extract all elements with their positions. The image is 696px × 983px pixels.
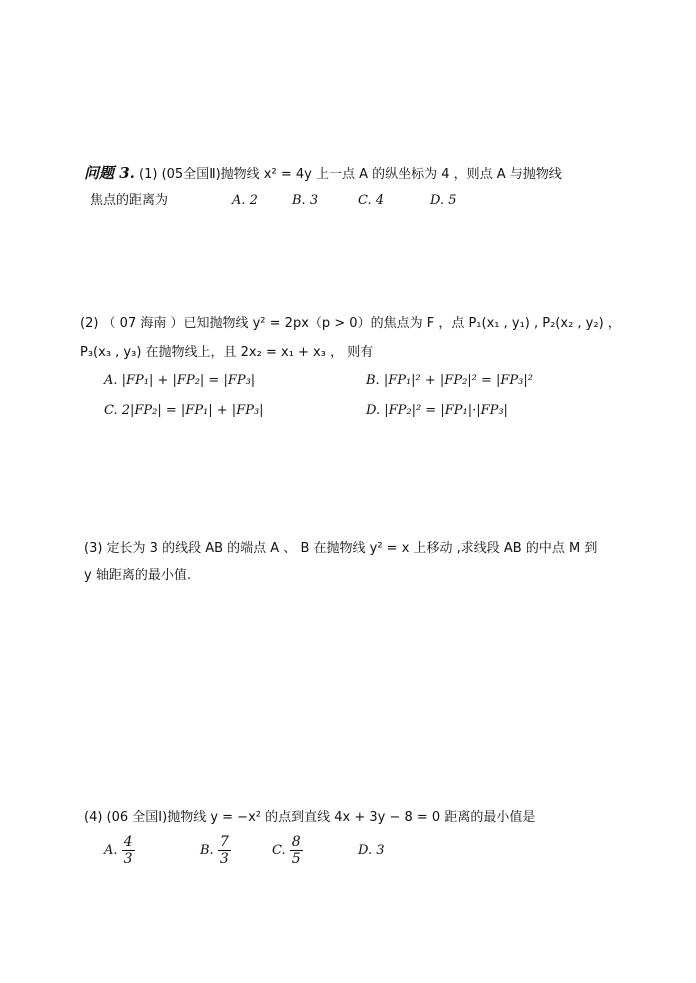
q1-stem-2: 焦点的距离为 — [90, 193, 169, 208]
question-1-line-1 — [84, 163, 562, 185]
q4-option-a-label: A. — [104, 843, 118, 858]
q2-option-c: C. 2|FP₂| = |FP₁| + |FP₃| — [104, 403, 264, 418]
q4-option-a-fraction — [122, 834, 135, 867]
q4-option-b-numerator: 7 — [219, 834, 229, 850]
q4-option-a-numerator: 4 — [123, 834, 133, 850]
q4-option-a — [104, 833, 135, 869]
q4-option-c-denominator: 5 — [291, 851, 301, 867]
q4-option-c-numerator: 8 — [291, 834, 301, 850]
q2-option-d: D. |FP₂|² = |FP₁|·|FP₃| — [366, 403, 508, 418]
q4-option-c-label: C. — [272, 843, 286, 858]
q2-line-1: (2) （ 07 海南 ）已知抛物线 y² = 2px（p > 0）的焦点为 F ，点 P₁(x₁ , y₁) , P₂(x₂ , y₂) ， — [80, 316, 621, 331]
q4-option-d: D. 3 — [358, 843, 385, 858]
question-1-line-2 — [90, 191, 168, 211]
q2-option-b: B. |FP₁|² + |FP₂|² = |FP₃|² — [366, 373, 533, 388]
question-heading: 问题 3. — [84, 164, 135, 182]
q2-option-a: A. |FP₁| + |FP₂| = |FP₃| — [104, 373, 256, 388]
q1-option-c: C. 4 — [358, 193, 385, 208]
q4-option-c — [272, 833, 303, 869]
q3-line-1: (3) 定长为 3 的线段 AB 的端点 A 、 B 在抛物线 y² = x 上移动 ,求线段 AB 的中点 M 到 — [84, 541, 598, 556]
q1-option-b: B. 3 — [292, 193, 319, 208]
q4-option-b — [200, 833, 231, 869]
q4-option-b-label: B. — [200, 843, 214, 858]
q1-option-d: D. 5 — [430, 193, 457, 208]
q1-option-a: A. 2 — [232, 193, 258, 208]
q4-option-c-fraction — [290, 834, 303, 867]
q4-option-b-denominator: 3 — [219, 851, 229, 867]
q1-stem: (1) (05全国Ⅱ)抛物线 x² = 4y 上一点 A 的纵坐标为 4 ，则点 A 与抛物线 — [139, 167, 562, 182]
q2-line-2: P₃(x₃ , y₃) 在抛物线上，且 2x₂ = x₁ + x₃ ， 则有 — [80, 345, 374, 360]
q4-option-a-denominator: 3 — [123, 851, 133, 867]
q3-line-2: y 轴距离的最小值. — [84, 568, 191, 583]
q4-option-b-fraction — [218, 834, 231, 867]
q4-line-1: (4) (06 全国Ⅰ)抛物线 y = −x² 的点到直线 4x + 3y − 8 = 0 距离的最小值是 — [84, 810, 536, 825]
